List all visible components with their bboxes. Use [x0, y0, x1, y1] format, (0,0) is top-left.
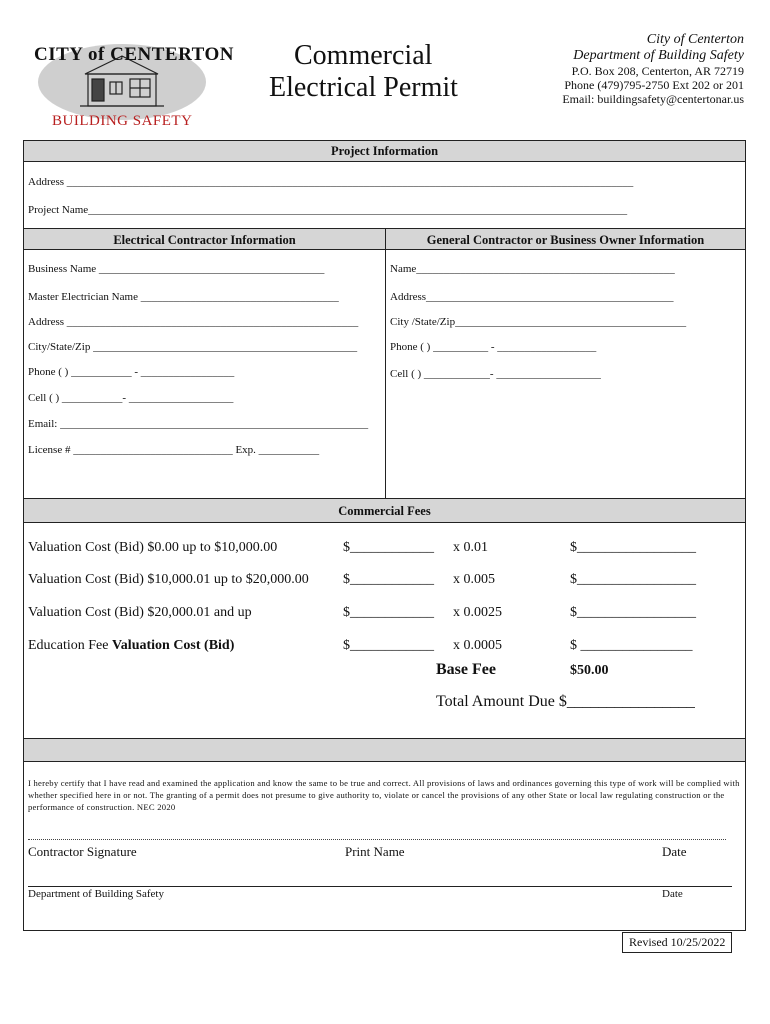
contact-block [562, 32, 744, 106]
department-date-label: Date [662, 888, 683, 900]
ec-address-field[interactable]: Address _____________________________________________________ [28, 316, 359, 328]
city-logo [30, 34, 234, 134]
date-label: Date [662, 844, 687, 859]
logo-bottom-text: BUILDING SAFETY [52, 113, 193, 129]
ec-license-field[interactable]: License # _____________________________ Exp. ___________ [28, 444, 320, 456]
fee-row-rate: x 0.0025 [453, 605, 502, 620]
fee-row-total[interactable]: $_________________ [570, 605, 696, 620]
department-signature-line [28, 886, 732, 887]
contact-city: City of Centerton [646, 32, 744, 47]
project-name-field[interactable]: Project Name__________________________________________________________________________________________________ [28, 204, 628, 216]
blank-section-bar [24, 738, 745, 762]
gc-address-field[interactable]: Address_____________________________________________ [390, 291, 674, 303]
general-contractor-header: General Contractor or Business Owner Information [386, 228, 745, 250]
fee-row-amount[interactable]: $____________ [343, 572, 434, 587]
print-name-label: Print Name [345, 844, 405, 859]
contact-dept: Department of Building Safety [573, 48, 744, 63]
ec-business-name-field[interactable]: Business Name _________________________________________ [28, 263, 325, 275]
department-label: Department of Building Safety [28, 888, 164, 900]
column-divider [385, 228, 386, 498]
logo-top-text: CITY of CENTERTON [34, 44, 234, 65]
contact-box: P.O. Box 208, Centerton, AR 72719 [571, 64, 744, 78]
commercial-fees-header: Commercial Fees [24, 498, 745, 523]
certification-text: I hereby certify that I have read and examined the application and know the same to be true and correct. All provisions of laws and ordinances governing this type of work will be complied with whether specified here in or not. The granting of a permit does not presume to give authority to, violate or cancel the provisions of any other State or local law regulating construction or the performance of construction. NEC 2020 [28, 778, 740, 812]
total-amount-due-field[interactable]: Total Amount Due $________________ [436, 693, 695, 710]
fee-row-amount[interactable]: $____________ [343, 605, 434, 620]
ec-city-state-zip-field[interactable]: City/State/Zip ________________________________________________ [28, 341, 358, 353]
education-fee-label [28, 638, 234, 654]
fee-row-total[interactable]: $_________________ [570, 540, 696, 555]
ec-phone-field[interactable]: Phone ( ) ___________ - _________________ [28, 366, 235, 378]
gc-cell-field[interactable]: Cell ( ) ____________- ___________________ [390, 368, 601, 380]
ec-email-field[interactable]: Email: ________________________________________________________ [28, 418, 369, 430]
contact-email: Email: buildingsafety@centertonar.us [562, 92, 744, 106]
revised-date-badge: Revised 10/25/2022 [622, 932, 732, 953]
gc-phone-field[interactable]: Phone ( ) __________ - __________________ [390, 341, 597, 353]
base-fee-value: $50.00 [570, 663, 609, 678]
gc-city-state-zip-field[interactable]: City /State/Zip__________________________________________ [390, 316, 687, 328]
education-fee-total[interactable]: $ ________________ [570, 638, 693, 653]
fee-row-total[interactable]: $_________________ [570, 572, 696, 587]
education-fee-amount[interactable]: $____________ [343, 638, 434, 653]
education-fee-bold: Valuation Cost (Bid) [111, 638, 235, 653]
ec-cell-field[interactable]: Cell ( ) ___________- ___________________ [28, 392, 234, 404]
project-address-field[interactable]: Address _______________________________________________________________________________________________________ [28, 176, 634, 188]
project-info-header: Project Information [24, 141, 745, 162]
contractor-signature-label: Contractor Signature [28, 844, 137, 859]
fee-row-rate: x 0.01 [453, 540, 488, 555]
page-title-line1: Commercial [294, 40, 433, 71]
base-fee-label: Base Fee [436, 661, 496, 678]
fee-row-rate: x 0.005 [453, 572, 495, 587]
contact-phone: Phone (479)795-2750 Ext 202 or 201 [564, 78, 744, 92]
fee-row-label: Valuation Cost (Bid) $10,000.01 up to $20,000.00 [28, 572, 309, 587]
fee-row-amount[interactable]: $____________ [343, 540, 434, 555]
fee-row-label: Valuation Cost (Bid) $20,000.01 and up [28, 605, 252, 620]
gc-name-field[interactable]: Name_______________________________________________ [390, 263, 675, 275]
education-fee-prefix: Education Fee [28, 638, 112, 653]
ec-master-electrician-field[interactable]: Master Electrician Name ____________________________________ [28, 291, 339, 303]
fee-row-label: Valuation Cost (Bid) $0.00 up to $10,000.00 [28, 540, 278, 555]
education-fee-rate: x 0.0005 [453, 638, 502, 653]
page-title-line2: Electrical Permit [269, 72, 458, 103]
signature-line [28, 839, 726, 840]
electrical-contractor-header: Electrical Contractor Information [24, 228, 385, 250]
